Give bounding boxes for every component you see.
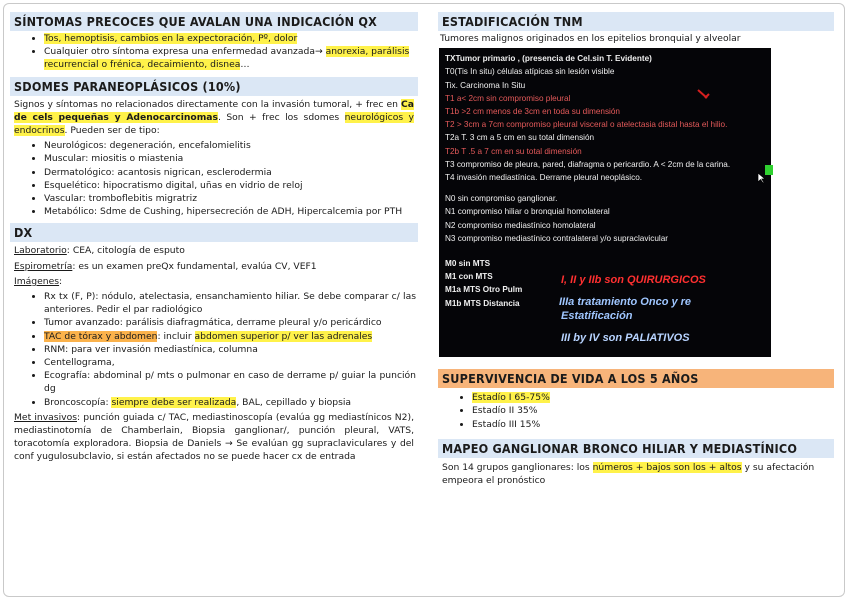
sdomes-text-c: . Pueden ser de tipo: [64,125,160,137]
dx-esp-text: : es un examen preQx fundamental, evalúa CV, VEF1 [72,260,317,272]
dx-met-text: : punción guiada c/ TAC, mediastinoscopía (evalúa gg mediastínicos N2), mediastinotomía de Chamberlain, Biopsia ganglionar/, punción pleural, VATS, toracotomía exploradora. Biopsia de Daniels → Se evalúan gg supraclaviculares y del conf yugulosubclavio, si están afectados no se puede hacer cx de entrada [14,411,414,463]
sdomes-paragraph [14,98,414,138]
supervivencia-item [472,391,834,404]
tnm-m0: M0 sin MTS [445,259,491,269]
dx-imagenes-list [10,290,418,409]
tnm-row: T2b T .5 a 7 cm en su total dimensión [445,146,582,156]
tnm-m1b: M1b MTS Distancia [445,298,520,308]
estadio-1: Estadío I 65-75% [472,392,550,404]
sdomes-item: • Muscular: miositis o miastenia [44,152,418,165]
left-column [10,12,418,469]
sintomas-ellipsis: … [240,59,250,71]
mapeo-heading: MAPEO GANGLIONAR BRONCO HILIAR Y MEDIASTÍNICO [438,439,834,458]
tnm-row: T2 > 3cm a 7cm compromiso pleural visceral o atelectasia distal hasta el hilio. [445,120,728,130]
section-sdomes [10,77,418,219]
tnm-gap [445,184,765,192]
sintomas-item [44,32,418,45]
supervivencia-heading: SUPERVIVENCIA DE VIDA A LOS 5 AÑOS [438,369,834,388]
tnm-quirurgicos: I, II y IIb son QUIRURGICOS [561,274,706,287]
tnm-rows [445,52,765,245]
dx-item [44,330,416,343]
mapeo-text-b: y su afectación empeora el pronóstico [442,461,815,487]
tnm-row: N1 compromiso hiliar o bronquial homolateral [445,207,610,217]
tnm-onco-1: IIIa tratamiento Onco y re [559,296,692,309]
dx-met-label: Met invasivos [14,411,77,423]
tnm-row: TXTumor primario , (presencia de Cel.sin T. Evidente) [445,54,652,64]
sdomes-text-a: Signos y síntomas no relacionados directamente con la invasión tumoral, + frec en [14,98,402,110]
section-sintomas [10,12,418,72]
red-pen-mark [695,88,715,102]
estadificacion-intro: Tumores malignos originados en los epitelios bronquial y alveolar [440,33,741,44]
tnm-m1a: M1a MTS Otro Pulm [445,285,523,295]
tnm-row: T3 compromiso de pleura, pared, diafragma o pericardio. A < 2cm de la carina. [445,159,731,169]
tnm-row: Tix. Carcinoma In Situ [445,80,526,90]
tnm-m1: M1 con MTS [445,272,493,282]
tnm-row: N3 compromiso mediastínico contralateral y/o supraclavicular [445,233,668,243]
mapeo-highlight: números + bajos son los + altos [592,461,742,473]
section-dx [10,223,418,463]
tnm-paliativos: III by IV son PALIATIVOS [561,332,690,345]
dx-tac-text: : incluir [157,330,195,342]
tnm-row: T0(Tis In situ) células atípicas sin lesión visible [445,67,615,77]
dx-espirometria [14,260,414,273]
tnm-row: T1b >2 cm menos de 3cm en toda su dimensión [445,107,620,117]
tnm-onco-2: Estatificación [561,310,633,323]
dx-bronco-text: Broncoscopía: [44,396,112,408]
estadificacion-heading: ESTADIFICACIÓN TNM [438,12,834,31]
sdomes-item: • Neurológicos: degeneración, encefalomielitis [44,139,418,152]
dx-bronco-post: , BAL, cepillado y biopsia [236,396,352,408]
supervivencia-list [438,391,834,431]
section-estadificacion [438,12,834,357]
sdomes-highlight-cells: Ca de cels pequeñas y Adenocarcinomas [14,98,414,123]
sintomas-heading: SÍNTOMAS PRECOCES QUE AVALAN UNA INDICACIÓN QX [10,12,418,31]
dx-img-colon: : [59,275,63,287]
sdomes-item: • Dermatológico: acantosis nigrican, esclerodermia [44,166,418,179]
sintomas-item [44,45,418,71]
dx-bronco-highlight: siempre debe ser realizada [111,396,237,408]
tnm-row: T1 a< 2cm sin compromiso pleural [445,93,571,103]
sdomes-list [10,139,418,218]
dx-lab [14,244,414,257]
tnm-row: T4 invasión mediastínica. Derrame pleural neoplásico. [445,173,643,183]
dx-esp-label: Espirometría [14,260,73,272]
dx-item: • Rx tx (F, P): nódulo, atelectasia, ensanchamiento hiliar. Se debe comparar c/ las anteriores. Pedir el par radiológico [44,290,416,316]
sdomes-item: • Vascular: tromboflebitis migratriz [44,192,418,205]
dx-item: • Centellograma, [44,356,416,369]
sdomes-item: • Esquelético: hipocratismo digital, uñas en vidrio de reloj [44,179,418,192]
dx-img-label: Imágenes [14,275,60,287]
sintomas-text-1: Tos, hemoptisis, cambios en la expectoración, Pº, dolor [44,33,298,44]
sdomes-heading: SDOMES PARANEOPLÁSICOS (10%) [10,77,418,96]
tnm-row: N2 compromiso mediastínico homolateral [445,220,596,230]
dx-item: • RNM: para ver invasión mediastínica, columna [44,343,416,356]
cursor-icon [757,172,767,184]
section-supervivencia [438,369,834,431]
tnm-table-image [439,48,771,357]
dx-item: • Tumor avanzado: parálisis diafragmática, derrame pleural y/o pericárdico [44,316,416,329]
dx-heading: DX [10,223,418,242]
supervivencia-item: • Estadío III 15% [472,418,834,431]
dx-tac-highlight-2: abdomen superior p/ ver las adrenales [194,330,373,342]
dx-imagenes [14,275,414,288]
dx-item [44,396,416,409]
section-mapeo [438,439,834,487]
dx-tac-highlight: TAC de tórax y abdomen [44,330,158,342]
tnm-row: T2a T. 3 cm a 5 cm en su total dimensión [445,133,595,143]
mapeo-text-a: Son 14 grupos ganglionares: los [442,461,593,473]
right-column [438,12,834,492]
dx-lab-label: Laboratorio [14,245,67,257]
tnm-row: N0 sin compromiso ganglionar. [445,194,558,204]
supervivencia-item: • Estadío II 35% [472,404,834,417]
sdomes-item: • Metabólico: Sdme de Cushing, hipersecreción de ADH, Hipercalcemia por PTH [44,205,418,218]
sintomas-text-2: Cualquier otro síntoma expresa una enfermedad avanzada→ [44,46,326,58]
sdomes-highlight-types: neurológicos y endocrinos [14,111,414,137]
sintomas-highlight: anorexia, parálisis recurrencial o frénica, decaimiento, disnea [44,46,410,71]
dx-item: • Ecografía: abdominal p/ mts o pulmonar en caso de derrame p/ guiar la punción dg [44,369,416,395]
dx-met-invasivos [14,411,414,464]
sdomes-text-b: . Son + frec los sdomes [217,111,345,123]
dx-lab-text: : CEA, citología de esputo [66,245,185,257]
mapeo-paragraph [442,461,830,487]
